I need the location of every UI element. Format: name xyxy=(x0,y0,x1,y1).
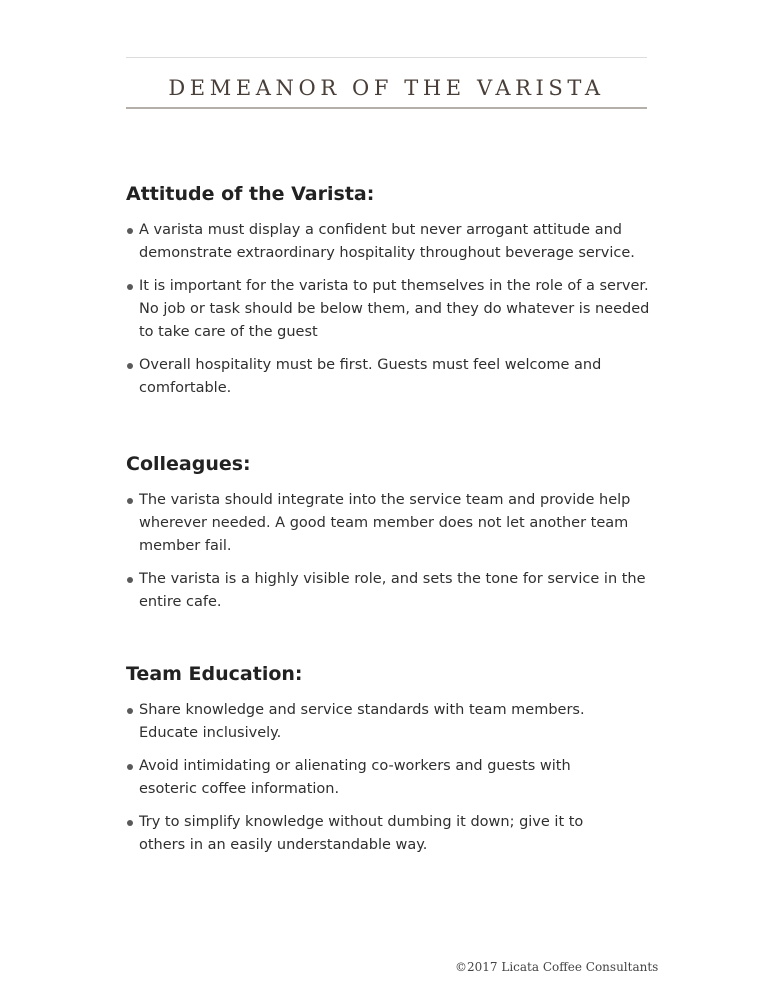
bullet-dot-icon xyxy=(127,284,133,290)
section-heading-attitude: Attitude of the Varista: xyxy=(126,183,375,205)
header-bottom-rule xyxy=(126,107,647,109)
bullet-dot-icon xyxy=(127,820,133,826)
list-item xyxy=(126,699,619,745)
list-item-text: Avoid intimidating or alienating co-workers and guests with esoteric coffee information. xyxy=(139,758,571,797)
colleagues-bullet-list xyxy=(126,489,666,614)
list-item xyxy=(126,811,619,857)
list-item-text: Try to simplify knowledge without dumbing it down; give it to others in an easily understandable way. xyxy=(139,814,584,853)
page-header xyxy=(126,57,647,109)
section-colleagues xyxy=(126,451,666,624)
team-education-bullet-list xyxy=(126,699,666,857)
bullet-dot-icon xyxy=(127,708,133,714)
list-item-text: It is important for the varista to put themselves in the role of a server. No job or task should be below them, and they do whatever is needed to take care of the guest xyxy=(139,278,650,340)
list-item-text: Overall hospitality must be first. Guests must feel welcome and comfortable. xyxy=(139,357,602,396)
list-item-text: A varista must display a confident but never arrogant attitude and demonstrate extraordinary hospitality throughout beverage service. xyxy=(139,222,635,261)
bullet-dot-icon xyxy=(127,228,133,234)
list-item xyxy=(126,568,663,614)
list-item-text: The varista is a highly visible role, and sets the tone for service in the entire cafe. xyxy=(139,571,646,610)
page-title: DEMEANOR OF THE VARISTA xyxy=(168,76,605,100)
bullet-dot-icon xyxy=(127,363,133,369)
list-item-text: The varista should integrate into the service team and provide help wherever needed. A good team member does not let another team member fail. xyxy=(139,492,631,554)
section-heading-colleagues: Colleagues: xyxy=(126,453,251,475)
attitude-bullet-list xyxy=(126,219,666,400)
section-heading-team-education: Team Education: xyxy=(126,663,303,685)
list-item xyxy=(126,354,629,400)
footer-copyright: ©2017 Licata Coffee Consultants xyxy=(455,960,659,974)
list-item xyxy=(126,755,619,801)
header-top-rule xyxy=(126,57,647,58)
list-item xyxy=(126,275,657,344)
list-item xyxy=(126,489,657,558)
list-item xyxy=(126,219,657,265)
bullet-dot-icon xyxy=(127,577,133,583)
section-team-education xyxy=(126,661,666,867)
bullet-dot-icon xyxy=(127,498,133,504)
bullet-dot-icon xyxy=(127,764,133,770)
list-item-text: Share knowledge and service standards with team members. Educate inclusively. xyxy=(139,702,585,741)
section-attitude xyxy=(126,181,666,410)
